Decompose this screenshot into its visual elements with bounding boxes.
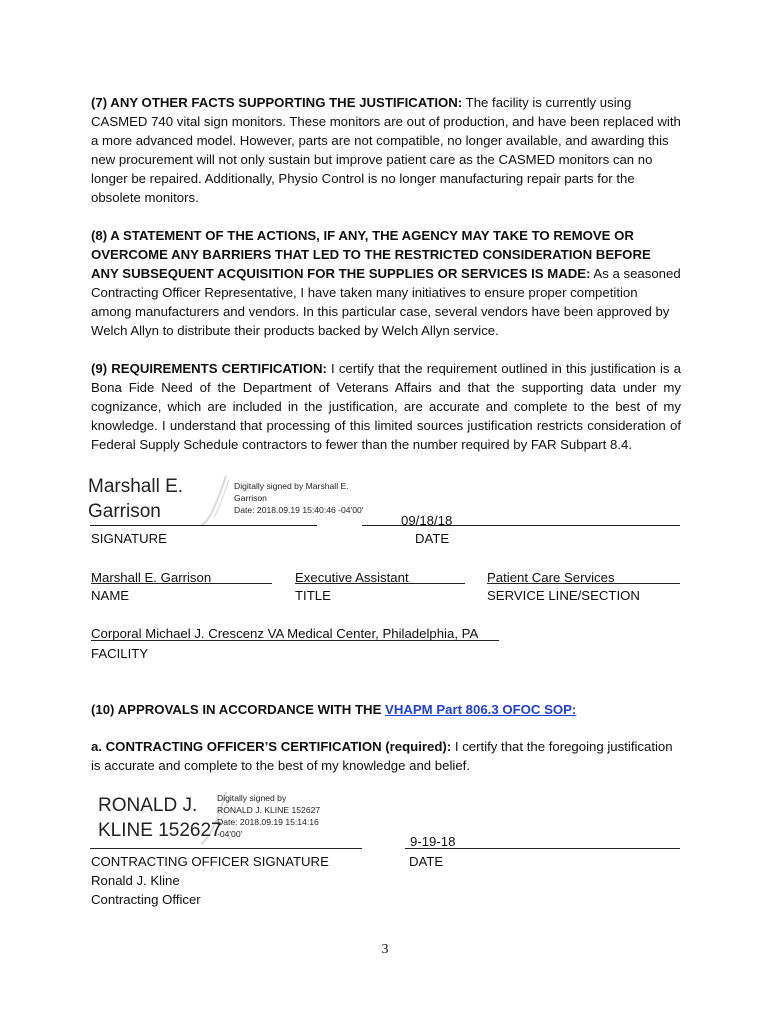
section-10-heading: (10) APPROVALS IN ACCORDANCE WITH THE xyxy=(91,702,382,717)
signature-watermark-icon xyxy=(196,474,236,526)
section-8 xyxy=(91,227,681,340)
signature-name-line-1: Marshall E. xyxy=(88,476,184,497)
facility-label: FACILITY xyxy=(91,646,149,661)
signature-label: SIGNATURE xyxy=(91,531,167,546)
date-label: DATE xyxy=(415,531,450,546)
section-8-heading: (8) A STATEMENT OF THE ACTIONS, IF ANY, THE AGENCY MAY TAKE TO REMOVE OR OVERCOME ANY BARRIERS THAT LED TO THE RESTRICTED CONSIDERATION BEFORE ANY SUBSEQUENT ACQUISITION FOR THE SUPPLIES OR SERVICES IS MADE: xyxy=(91,228,651,281)
contracting-date-value: 9-19-18 xyxy=(410,834,456,849)
facility-line xyxy=(91,640,499,641)
section-9-heading: (9) REQUIREMENTS CERTIFICATION: xyxy=(91,361,327,376)
section-8-body: As a seasoned Contracting Officer Representative, I have taken many initiatives to ensure proper competition among manufacturers and vendors. In this particular case, several vendors have been approved by Welch Allyn to distribute their products backed by Welch Allyn service. xyxy=(91,265,681,338)
signature-name-line-1: RONALD J. xyxy=(98,795,198,816)
title-value: Executive Assistant xyxy=(295,570,409,585)
digital-signature-marshall xyxy=(86,474,386,524)
page-number: 3 xyxy=(381,942,389,957)
service-label: SERVICE LINE/SECTION xyxy=(487,588,640,603)
signature-note-line-3: Date: 2018.09.19 15:40:46 -04'00' xyxy=(234,505,364,515)
title-line xyxy=(295,583,465,584)
facility-value: Corporal Michael J. Crescenz VA Medical Center, Philadelphia, PA xyxy=(91,626,479,641)
sop-link[interactable]: VHAPM Part 806.3 OFOC SOP: xyxy=(385,702,577,717)
signature-note-line-4: -04'00' xyxy=(217,829,243,839)
section-10a-body: I certify that the foregoing justification is accurate and complete to the best of my knowledge and belief. xyxy=(91,739,673,773)
signature-note-line-3: Date: 2018.09.19 15:14:16 xyxy=(217,817,319,827)
signature-line xyxy=(90,525,317,526)
section-10 xyxy=(91,701,576,718)
section-7 xyxy=(91,94,681,207)
name-label: NAME xyxy=(91,588,130,603)
contracting-officer-title: Contracting Officer xyxy=(91,892,201,907)
section-10a xyxy=(91,738,681,776)
signature-note-line-2: Garrison xyxy=(234,493,267,503)
contracting-date-line xyxy=(405,848,680,849)
date-line xyxy=(362,525,680,526)
name-line xyxy=(91,583,272,584)
section-10a-heading: a. CONTRACTING OFFICER’S CERTIFICATION (required): xyxy=(91,739,452,754)
contracting-signature-line xyxy=(90,848,362,849)
section-9-body: I certify that the requirement outlined in this justification is a Bona Fide Need of the Department of Veterans Affairs and that the supporting data under my cognizance, which are included in the justification, are accurate and complete to the best of my knowledge. I understand that processing of this limited sources justification restricts consideration of Federal Supply Schedule contractors to fewer than the number required by FAR Subpart 8.4. xyxy=(91,361,681,452)
signature-note-line-1: Digitally signed by xyxy=(217,793,287,803)
title-label: TITLE xyxy=(295,588,331,603)
signature-note-line-2: RONALD J. KLINE 152627 xyxy=(217,805,321,815)
signature-name-line-2: KLINE 152627 xyxy=(98,820,222,841)
contracting-date-label: DATE xyxy=(409,854,444,869)
service-line xyxy=(487,583,680,584)
service-value: Patient Care Services xyxy=(487,570,615,585)
contracting-officer-name: Ronald J. Kline xyxy=(91,873,180,888)
signature-name-line-2: Garrison xyxy=(88,501,161,522)
contracting-signature-label: CONTRACTING OFFICER SIGNATURE xyxy=(91,854,329,869)
section-7-heading: (7) ANY OTHER FACTS SUPPORTING THE JUSTIFICATION: xyxy=(91,95,463,110)
digital-signature-kline xyxy=(96,790,386,846)
section-7-body: The facility is currently using CASMED 740 vital sign monitors. These monitors are out of production, and have been replaced with a more advanced model. However, parts are not compatible, no longer available, and awarding this new procurement will not only sustain but improve patient care as the CASMED monitors can no longer be repaired. Additionally, Physio Control is no longer manufacturing repair parts for the obsolete monitors. xyxy=(91,95,681,205)
name-value: Marshall E. Garrison xyxy=(91,570,212,585)
signature-date-value: 09/18/18 xyxy=(401,513,453,528)
section-9 xyxy=(91,360,681,455)
signature-note-line-1: Digitally signed by Marshall E. xyxy=(234,481,349,491)
